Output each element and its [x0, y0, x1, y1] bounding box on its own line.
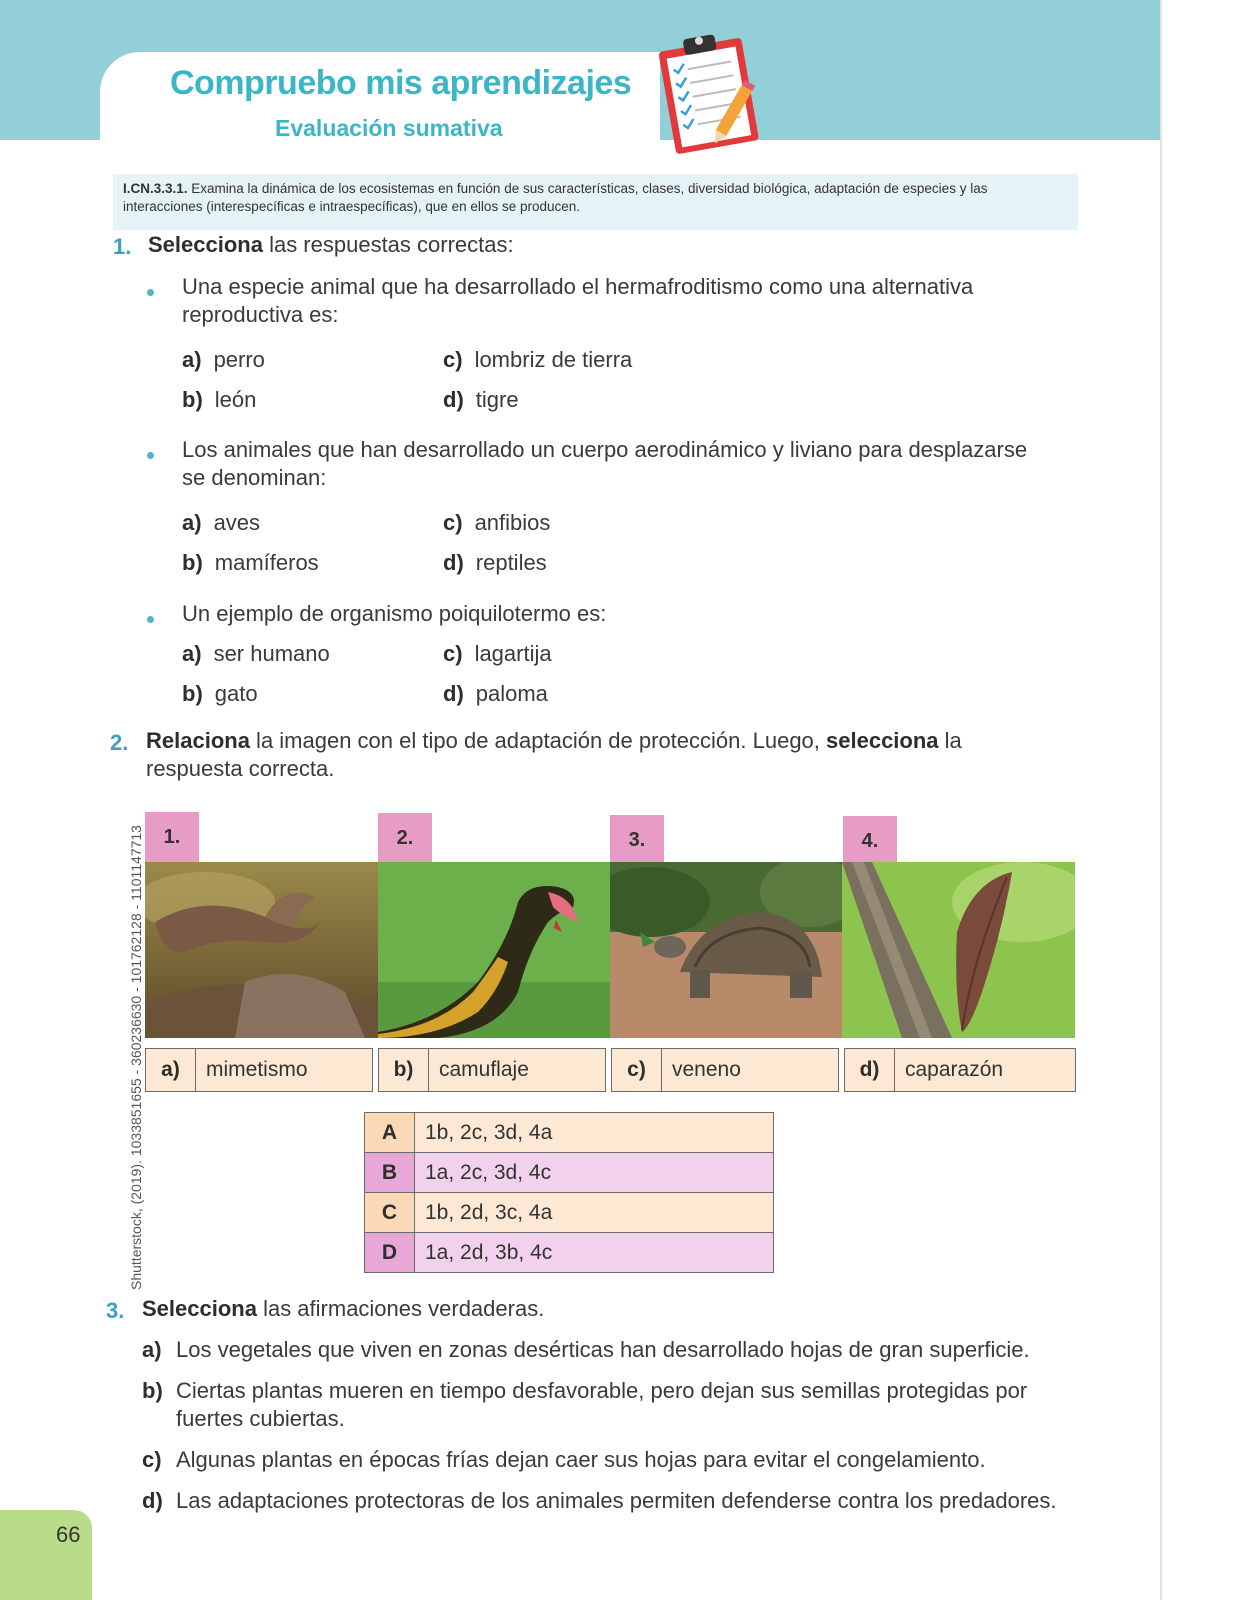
q1-item-3-stem: Un ejemplo de organismo poiquilotermo es: — [182, 601, 607, 626]
statement-letter: d) — [142, 1488, 163, 1513]
adaptation-option-c[interactable] — [611, 1048, 839, 1092]
cobra-photo — [378, 862, 610, 1038]
option-letter: b) — [182, 387, 203, 412]
choice-value: 1b, 2c, 3d, 4a — [415, 1113, 774, 1153]
tortoise-photo — [610, 862, 842, 1038]
statement-text: Las adaptaciones protectoras de los animales permiten defenderse contra los predadores. — [176, 1488, 1057, 1513]
q1-item-2-option-d[interactable] — [443, 550, 547, 576]
option-text: perro — [213, 347, 265, 372]
q1-item-3-option-b[interactable] — [182, 681, 258, 707]
indicator-text: Examina la dinámica de los ecosistemas en función de sus características, clases, diversidad biológica, adaptación de especies y las interacciones (interespecíficas e intraespecíficas), que en ellos se producen. — [123, 181, 988, 214]
option-text: gato — [214, 681, 258, 706]
option-letter: d) — [443, 681, 464, 706]
question-1-number: 1. — [113, 234, 132, 259]
option-text: ser humano — [213, 641, 330, 666]
q1-item-1-option-a[interactable] — [182, 347, 265, 373]
adaptation-letter: c) — [612, 1049, 662, 1091]
answer-choices-table — [364, 1112, 774, 1273]
bullet-icon — [147, 289, 154, 296]
q1-item-1-stem: Una especie animal que ha desarrollado el hermafroditismo como una alternativa reproductiva es: — [182, 274, 974, 327]
question-2-number: 2. — [110, 730, 129, 755]
option-letter: d) — [443, 387, 464, 412]
choice-row-c[interactable] — [365, 1193, 774, 1233]
choice-key: A — [365, 1113, 415, 1153]
choice-key: D — [365, 1233, 415, 1273]
image-number-3: 3. — [610, 815, 664, 865]
adaptation-option-a[interactable] — [145, 1048, 373, 1092]
statement-text: Los vegetales que viven en zonas desérticas han desarrollado hojas de gran superficie. — [176, 1337, 1030, 1362]
option-text: paloma — [475, 681, 548, 706]
choice-row-b[interactable] — [365, 1153, 774, 1193]
option-text: lombriz de tierra — [474, 347, 633, 372]
q1-item-2-option-a[interactable] — [182, 510, 260, 536]
q1-item-3-option-c[interactable] — [443, 641, 552, 667]
choice-key: C — [365, 1193, 415, 1233]
curricular-indicator — [113, 174, 1078, 230]
image-number-4: 4. — [843, 816, 897, 866]
q1-item-1-option-d[interactable] — [443, 387, 519, 413]
question-1-prompt — [148, 231, 514, 259]
option-text: tigre — [475, 387, 519, 412]
option-letter: c) — [443, 510, 463, 535]
page-number: 66 — [56, 1522, 81, 1547]
q1-item-3-option-d[interactable] — [443, 681, 548, 707]
option-letter: a) — [182, 347, 202, 372]
q1-item-3-option-a[interactable] — [182, 641, 330, 667]
choice-row-d[interactable] — [365, 1233, 774, 1273]
choice-value: 1a, 2c, 3d, 4c — [415, 1153, 774, 1193]
question-2-verb: Relaciona — [146, 728, 250, 753]
choice-key: B — [365, 1153, 415, 1193]
choice-value: 1a, 2d, 3b, 4c — [415, 1233, 774, 1273]
question-1-rest: las respuestas correctas: — [262, 232, 514, 257]
adaptation-option-b[interactable] — [378, 1048, 606, 1092]
image-number-1: 1. — [145, 812, 199, 862]
adaptation-text: veneno — [672, 1058, 741, 1081]
q3-statement-b[interactable] — [142, 1377, 1036, 1433]
adaptation-text: camuflaje — [439, 1058, 529, 1081]
question-1-verb: Selecciona — [148, 232, 263, 257]
option-text: mamíferos — [214, 550, 319, 575]
q1-item-1-option-c[interactable] — [443, 347, 632, 373]
page-subtitle: Evaluación sumativa — [275, 115, 503, 141]
option-letter: b) — [182, 550, 203, 575]
gecko-photo — [145, 862, 378, 1038]
choice-value: 1b, 2d, 3c, 4a — [415, 1193, 774, 1233]
option-text: aves — [213, 510, 261, 535]
q3-statement-c[interactable] — [142, 1446, 1056, 1474]
page-title: Compruebo mis aprendizajes — [170, 64, 632, 102]
adaptation-letter: b) — [379, 1049, 429, 1091]
adaptation-text: mimetismo — [206, 1058, 308, 1081]
option-letter: a) — [182, 510, 202, 535]
q1-item-2-option-c[interactable] — [443, 510, 550, 536]
adaptation-option-d[interactable] — [844, 1048, 1076, 1092]
bullet-icon — [147, 452, 154, 459]
question-3-prompt — [142, 1295, 544, 1323]
q1-item-2-stem: Los animales que han desarrollado un cuerpo aerodinámico y liviano para desplazarse se denominan: — [182, 437, 1028, 490]
option-letter: a) — [182, 641, 202, 666]
clipboard-icon — [652, 30, 764, 154]
question-3-rest: las afirmaciones verdaderas. — [256, 1296, 545, 1321]
choice-row-a[interactable] — [365, 1113, 774, 1153]
question-2-verb2: selecciona — [826, 728, 939, 753]
option-text: reptiles — [475, 550, 547, 575]
statement-letter: a) — [142, 1337, 162, 1362]
question-2-prompt — [146, 727, 1046, 783]
image-number-2: 2. — [378, 813, 432, 863]
q1-item-1-option-b[interactable] — [182, 387, 256, 413]
option-text: lagartija — [474, 641, 552, 666]
statement-letter: c) — [142, 1447, 162, 1472]
adaptation-letter: d) — [845, 1049, 895, 1091]
q3-statement-d[interactable] — [142, 1487, 1076, 1515]
image-credit: Shutterstock, (2019). 1033851655 - 360236630 - 101762128 - 1101147713 — [128, 825, 144, 1290]
option-letter: c) — [443, 347, 463, 372]
question-3-number: 3. — [106, 1298, 125, 1323]
option-text: anfibios — [474, 510, 551, 535]
leaf-butterfly-photo — [842, 862, 1075, 1038]
indicator-code: I.CN.3.3.1. — [123, 181, 188, 196]
question-2-mid: la imagen con el tipo de adaptación de protección. Luego, — [249, 728, 827, 753]
adaptation-letter: a) — [146, 1049, 196, 1091]
option-letter: b) — [182, 681, 203, 706]
option-letter: c) — [443, 641, 463, 666]
statement-text: Algunas plantas en épocas frías dejan caer sus hojas para evitar el congelamiento. — [176, 1447, 986, 1472]
statement-letter: b) — [142, 1378, 163, 1403]
question-3-verb: Selecciona — [142, 1296, 257, 1321]
q3-statement-a[interactable] — [142, 1336, 1056, 1364]
page-edge — [1160, 0, 1162, 1600]
option-letter: d) — [443, 550, 464, 575]
statement-text: Ciertas plantas mueren en tiempo desfavorable, pero dejan sus semillas protegidas por fuertes cubiertas. — [176, 1378, 1028, 1431]
adaptation-text: caparazón — [905, 1058, 1004, 1081]
question-2-rest: la respuesta correcta. — [146, 728, 962, 781]
bullet-icon — [147, 616, 154, 623]
q1-item-2-option-b[interactable] — [182, 550, 319, 576]
option-text: león — [214, 387, 257, 412]
